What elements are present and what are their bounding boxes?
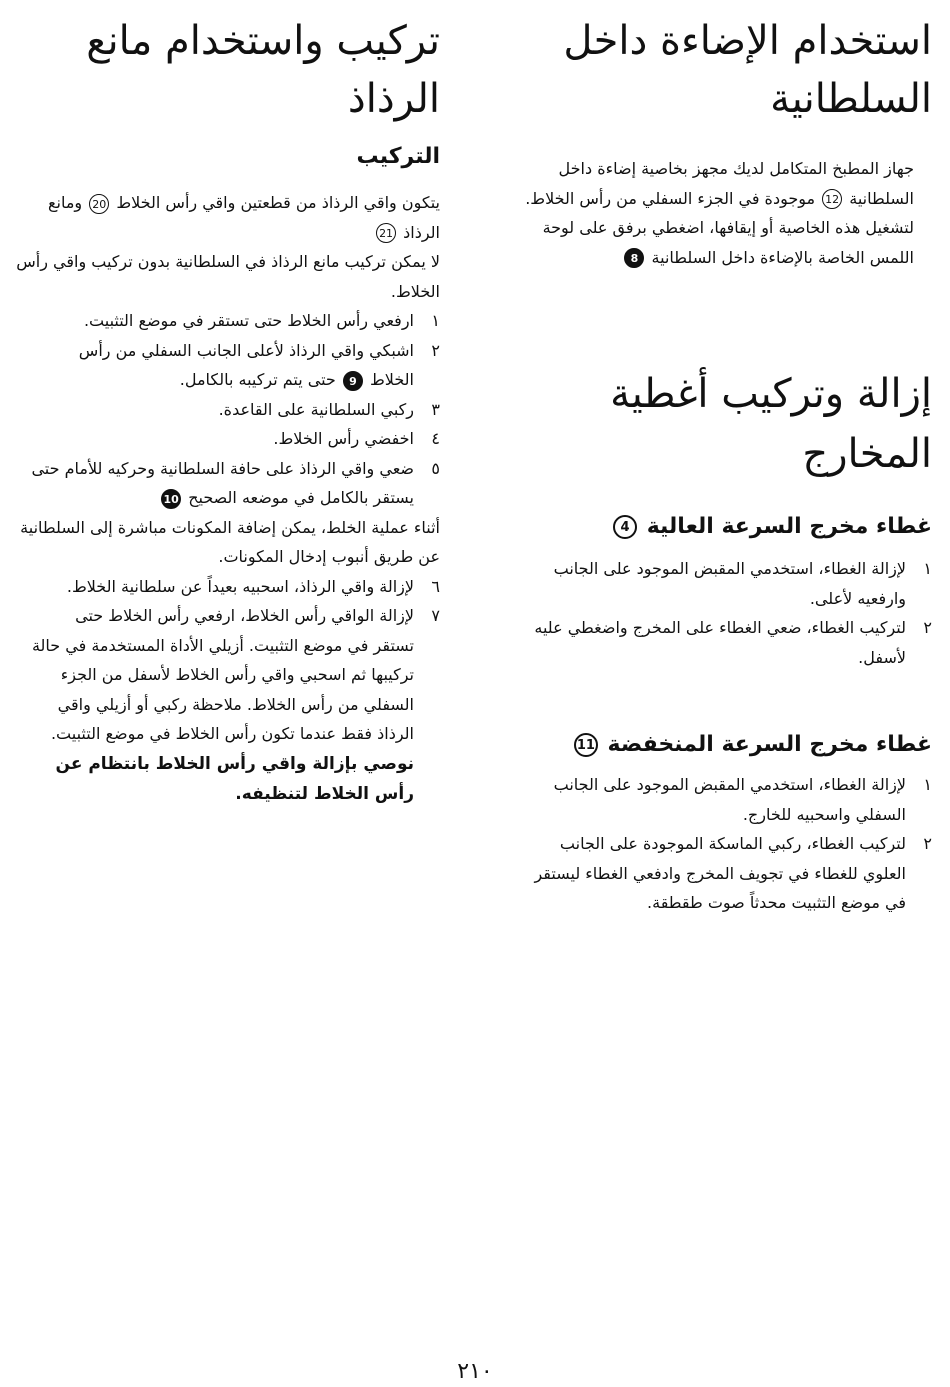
page-number: ٢١٠ <box>457 1359 493 1384</box>
step-text: لإزالة واقي الرذاذ، اسحبيه بعيداً عن سلطانية الخلاط. <box>66 576 414 596</box>
recommendation: نوصي بإزالة واقي رأس الخلاط بانتظام عن رأس الخلاط لتنظيفه. <box>55 753 414 804</box>
ref-marker: 8 <box>624 248 644 268</box>
list-item <box>516 554 932 613</box>
step-text: لإزالة الغطاء، استخدمي المقبض الموجود على الجانب السفلي واسحبيه للخارج. <box>553 775 906 824</box>
low-speed-title-text: غطاء مخرج السرعة المنخفضة <box>607 732 932 757</box>
lighting-para2-text: لتشغيل هذه الخاصية أو إيقافها، اضغطي برفق على لوحة اللمس الخاصة بالإضاءة داخل السلطانية <box>542 218 914 267</box>
step-number: ٢ <box>923 834 932 853</box>
step-text-end: حتى يتم تركيبه بالكامل. <box>179 370 336 389</box>
lighting-para1-end: موجودة في الجزء السفلي من رأس الخلاط. <box>525 188 816 208</box>
removal-steps <box>10 572 440 749</box>
step-text: لإزالة الغطاء، استخدمي المقبض الموجود على الجانب وارفعيه لأعلى. <box>553 559 906 608</box>
step-text: لتركيب الغطاء، ضعي الغطاء على المخرج واضغطي عليه لأسفل. <box>534 618 906 667</box>
step-number: ١ <box>431 311 440 330</box>
ref-marker: 12 <box>822 189 842 209</box>
step-text: ركبي السلطانية على القاعدة. <box>218 399 414 419</box>
ref-marker: 9 <box>343 371 363 391</box>
step-text <box>30 336 414 395</box>
step-number: ١ <box>923 775 932 794</box>
step-text-start: ضعي واقي الرذاذ على حافة السلطانية وحركيه للأمام حتى يستقر بالكامل في موضعه الصحيح <box>31 458 414 507</box>
list-item <box>30 601 440 749</box>
intro-para2: لا يمكن تركيب مانع الرذاذ في السلطانية بدون تركيب واقي رأس الخلاط. <box>16 252 440 301</box>
step-text: لتركيب الغطاء، ركبي الماسكة الموجودة على الجانب العلوي للغطاء في تجويف المخرج وادفعي الغطاء ليستقر في موضع التثبيت محدثاً صوت طقطقة. <box>534 834 906 912</box>
step-text <box>30 454 414 513</box>
high-speed-steps <box>492 554 932 672</box>
intro1-text: يتكون واقي الرذاذ من قطعتين واقي رأس الخلاط <box>116 193 440 212</box>
step-text-start: اشبكي واقي الرذاذ لأعلى الجانب السفلي من رأس الخلاط <box>78 340 414 389</box>
step-number: ١ <box>923 559 932 578</box>
installation-subtitle: التركيب <box>356 144 440 169</box>
splash-guard-title: تركيب واستخدام مانع الرذاذ <box>86 18 440 122</box>
lighting-title: استخدام الإضاءة داخل السلطانية <box>563 18 932 122</box>
list-item <box>516 829 932 918</box>
step-number: ٢ <box>431 340 440 360</box>
mixing-note: أثناء عملية الخلط، يمكن إضافة المكونات مباشرة إلى السلطانية عن طريق أنبوب إدخال المكونات. <box>20 517 440 566</box>
step-text: ارفعي رأس الخلاط حتى تستقر في موضع التثبيت. <box>83 311 414 330</box>
step-number: ٥ <box>431 458 440 478</box>
intro1-mid: ومانع الرذاذ <box>48 193 440 242</box>
lighting-para1-text: جهاز المطبخ المتكامل لديك مجهز بخاصية إضاءة داخل السلطانية <box>558 159 914 208</box>
list-item <box>30 395 440 425</box>
lighting-para1 <box>516 154 914 213</box>
right-column <box>492 0 932 918</box>
ref-marker: 10 <box>161 489 181 509</box>
list-item <box>30 454 440 513</box>
list-item <box>30 424 440 454</box>
step-text: اخفضي رأس الخلاط. <box>273 429 414 448</box>
step-text: لإزالة الواقي رأس الخلاط، ارفعي رأس الخلاط حتى تستقر في موضع التثبيت. أزيلي الأداة المستخدمة في حالة تركيبها ثم اسحبي واقي رأس الخلاط لأسفل من الجزء السفلي من رأس الخلاط. ملاحظة ركبي أو أزيلي واقي الرذاذ فقط عندما تكون رأس الخلاط في موضع التثبيت. <box>31 606 414 743</box>
list-item <box>516 613 932 672</box>
covers-title: إزالة وتركيب أغطية المخارج <box>610 371 932 477</box>
list-item <box>516 770 932 829</box>
list-item <box>30 336 440 395</box>
step-number: ٦ <box>431 576 440 596</box>
install-steps <box>10 306 440 513</box>
step-number: ٢ <box>923 618 932 637</box>
step-number: ٤ <box>431 429 440 448</box>
ref-marker: 21 <box>376 223 396 243</box>
lighting-para2 <box>516 213 914 272</box>
step-number: ٧ <box>431 606 440 625</box>
low-speed-steps <box>492 770 932 918</box>
step-number: ٣ <box>431 399 440 419</box>
high-speed-title-text: غطاء مخرج السرعة العالية <box>646 514 932 539</box>
list-item <box>30 306 440 336</box>
intro-para1 <box>10 188 440 247</box>
left-column <box>10 0 440 809</box>
high-speed-title <box>492 512 932 542</box>
ref-marker: 4 <box>613 515 637 539</box>
lighting-body <box>492 154 932 272</box>
list-item <box>30 572 440 602</box>
ref-marker: 11 <box>574 733 598 757</box>
ref-marker: 20 <box>89 194 109 214</box>
low-speed-title <box>492 730 932 760</box>
